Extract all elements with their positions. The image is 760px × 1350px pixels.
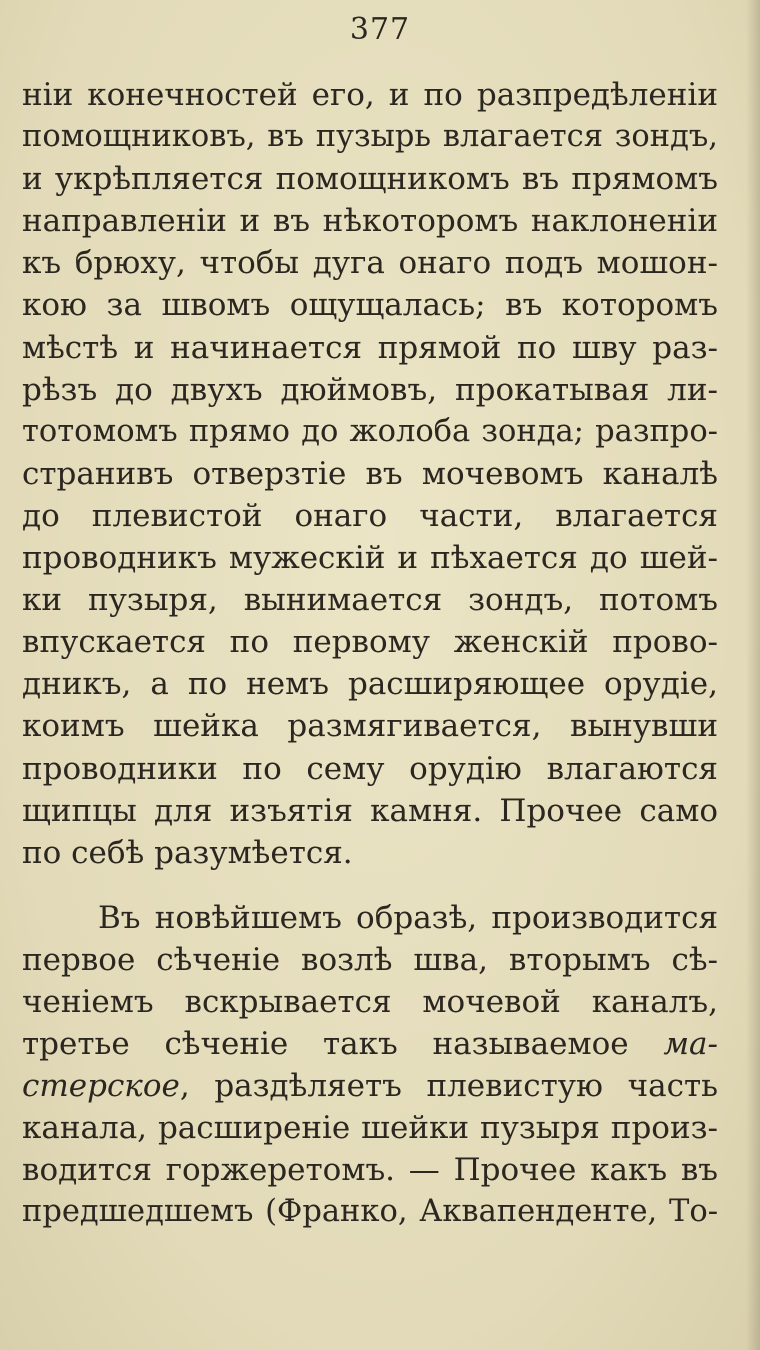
text-segment: третье сѣченiе такъ называемое [22, 1026, 664, 1063]
text-segment: , раздѣляетъ плевистую часть [179, 1068, 718, 1105]
text-line: по себѣ разумѣется. [22, 834, 353, 871]
text-line: водится горжеретомъ. — Прочее какъ въ [22, 1152, 718, 1189]
page-number: 377 [349, 12, 411, 47]
text-line: тотомомъ прямо до жолоба зонда; разпро- [22, 413, 718, 449]
italic-term: ма- [663, 1026, 718, 1063]
paragraph-gap [22, 874, 718, 897]
text-line: щипцы для изъятiя камня. Прочее само [22, 792, 718, 829]
text-line: дникъ, а по немъ расширяющее орудiе, [22, 666, 718, 703]
text-line: нiи конечностей его, и по разпредѣленiи [22, 77, 718, 113]
text-line: впускается по первому женскiй прово- [22, 624, 718, 661]
text-line: рѣзъ до двухъ дюймовъ, прокатывая ли- [22, 371, 718, 408]
text-line: мѣстѣ и начинается прямой по шву раз- [22, 329, 718, 366]
text-line: кою за швомъ ощущалась; въ которомъ [22, 287, 718, 324]
text-line: помощниковъ, въ пузырь влагается зондъ, [22, 119, 718, 155]
text-line: направленiи и въ нѣкоторомъ наклоненiи [22, 203, 718, 240]
text-line: и укрѣпляется помощникомъ въ прямомъ [22, 161, 718, 198]
italic-term: стерское [22, 1068, 180, 1105]
text-line: первое сѣченiе возлѣ шва, вторымъ сѣ- [22, 941, 718, 978]
text-line: до плевистой онаго части, влагается [22, 497, 718, 534]
text-line: къ брюху, чтобы дуга онаго подъ мошон- [22, 245, 718, 282]
page-edge-shadow [746, 0, 760, 1350]
text-line: предшедшемъ (Франко, Аквапенденте, То- [22, 1194, 718, 1230]
text-line: Въ новѣйшемъ образѣ, производится [98, 899, 718, 936]
text-line: ки пузыря, вынимается зондъ, потомъ [22, 582, 718, 619]
text-line: коимъ шейка размягивается, вынувши [22, 708, 718, 745]
text-line: канала, расширенiе шейки пузыря произ- [22, 1110, 718, 1147]
text-line: ченiемъ вскрывается мочевой каналъ, [22, 983, 718, 1020]
text-line: проводникъ мужескiй и пѣхается до шей- [22, 540, 718, 577]
text-line [22, 1065, 718, 1107]
text-line: проводники по сему орудiю влагаются [22, 750, 718, 787]
body-text [22, 74, 718, 1234]
text-line [22, 1023, 718, 1065]
text-line: странивъ отверзтiе въ мочевомъ каналѣ [22, 455, 718, 492]
